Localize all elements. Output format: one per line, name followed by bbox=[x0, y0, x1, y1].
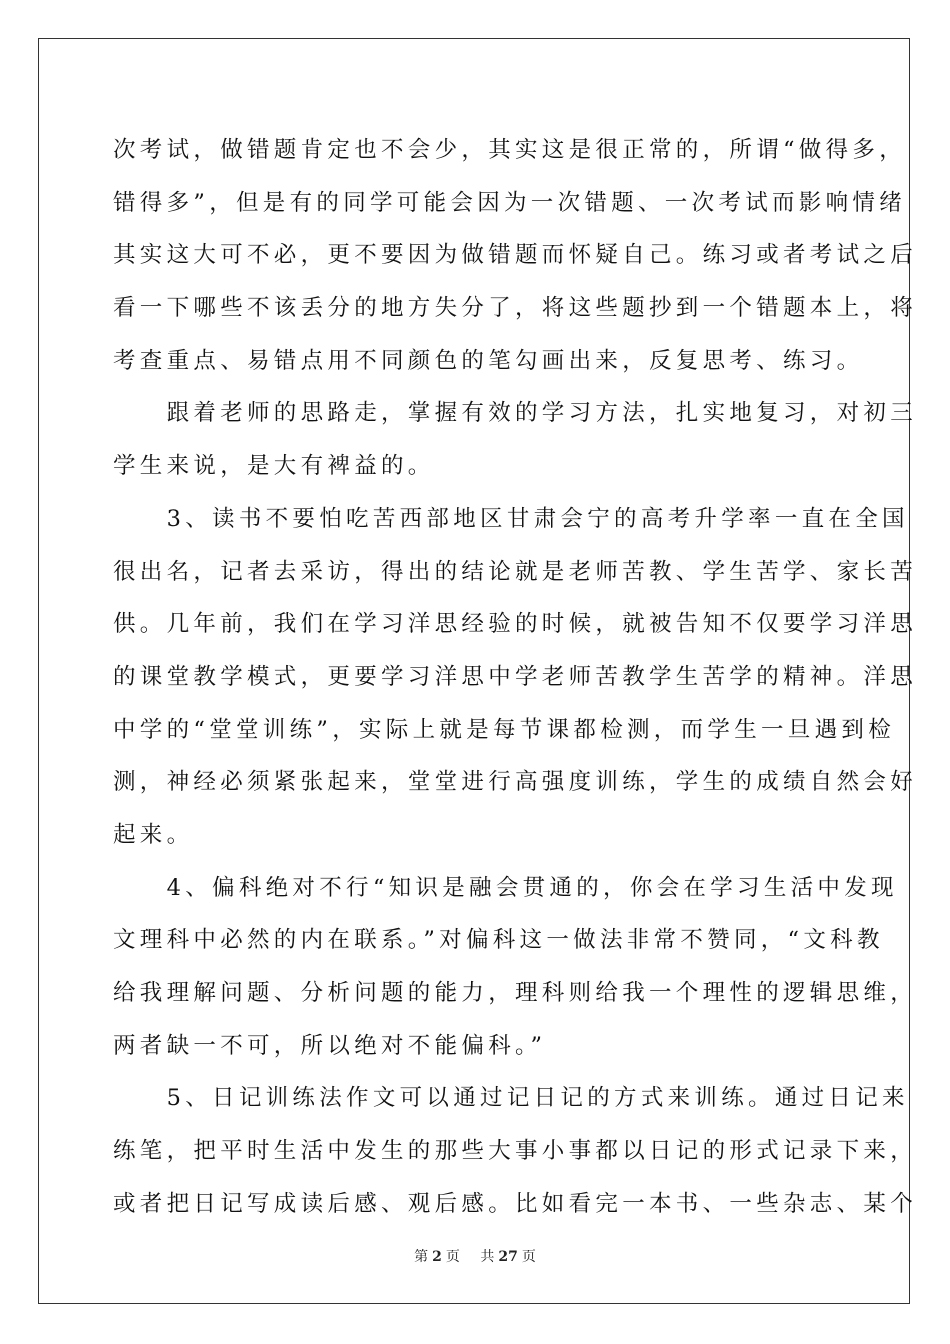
text-line: 其实这大可不必，更不要因为做错题而怀疑自己。练习或者考试之后 bbox=[113, 242, 918, 269]
text-line: 中学的“堂堂训练”，实际上就是每节课都检测，而学生一旦遇到检 bbox=[113, 716, 896, 743]
text-line: 3、读书不要怕吃苦西部地区甘肃会宁的高考升学率一直在全国 bbox=[113, 505, 909, 532]
text-line: 或者把日记写成读后感、观后感。比如看完一本书、一些杂志、某个 bbox=[113, 1190, 918, 1217]
page-number: 2 bbox=[432, 1249, 442, 1265]
text-line: 学生来说，是大有裨益的。 bbox=[113, 453, 435, 480]
text-line: 的课堂教学模式，更要学习洋思中学老师苦教学生苦学的精神。洋思 bbox=[113, 663, 918, 690]
text-line: 测，神经必须紧张起来，堂堂进行高强度训练，学生的成绩自然会好 bbox=[113, 769, 918, 796]
text-line: 文理科中必然的内在联系。”对偏科这一做法非常不赞同，“文科教 bbox=[113, 927, 884, 954]
text-line: 练笔，把平时生活中发生的那些大事小事都以日记的形式记录下来， bbox=[113, 1138, 918, 1165]
document-body bbox=[113, 124, 918, 1230]
page-prefix: 第 bbox=[414, 1249, 429, 1265]
text-line: 给我理解问题、分析问题的能力，理科则给我一个理性的逻辑思维， bbox=[113, 980, 918, 1006]
page-indicator bbox=[410, 1249, 464, 1265]
text-line: 考查重点、易错点用不同颜色的笔勾画出来，反复思考、练习。 bbox=[113, 347, 864, 374]
total-pages: 27 bbox=[498, 1249, 518, 1265]
text-line: 5、日记训练法作文可以通过记日记的方式来训练。通过日记来 bbox=[113, 1085, 909, 1112]
text-line: 看一下哪些不该丢分的地方失分了，将这些题抄到一个错题本上，将 bbox=[113, 295, 918, 322]
page-footer bbox=[0, 1246, 950, 1266]
text-line: 错得多”，但是有的同学可能会因为一次错题、一次考试而影响情绪 bbox=[113, 189, 907, 216]
text-line: 供。几年前，我们在学习洋思经验的时候，就被告知不仅要学习洋思 bbox=[113, 611, 918, 638]
text-line: 次考试，做错题肯定也不会少，其实这是很正常的，所谓“做得多， bbox=[113, 137, 907, 163]
text-line: 很出名，记者去采访，得出的结论就是老师苦教、学生苦学、家长苦 bbox=[113, 558, 918, 585]
total-suffix: 页 bbox=[521, 1249, 536, 1265]
page-suffix: 页 bbox=[445, 1249, 460, 1265]
text-line: 跟着老师的思路走，掌握有效的学习方法，扎实地复习，对初三 bbox=[113, 400, 918, 427]
total-indicator bbox=[476, 1249, 539, 1265]
total-prefix: 共 bbox=[480, 1249, 495, 1265]
text-line: 两者缺一不可，所以绝对不能偏科。” bbox=[113, 1032, 547, 1059]
text-line: 4、偏科绝对不行“知识是融会贯通的，你会在学习生活中发现 bbox=[113, 874, 898, 901]
text-line: 起来。 bbox=[113, 821, 194, 848]
